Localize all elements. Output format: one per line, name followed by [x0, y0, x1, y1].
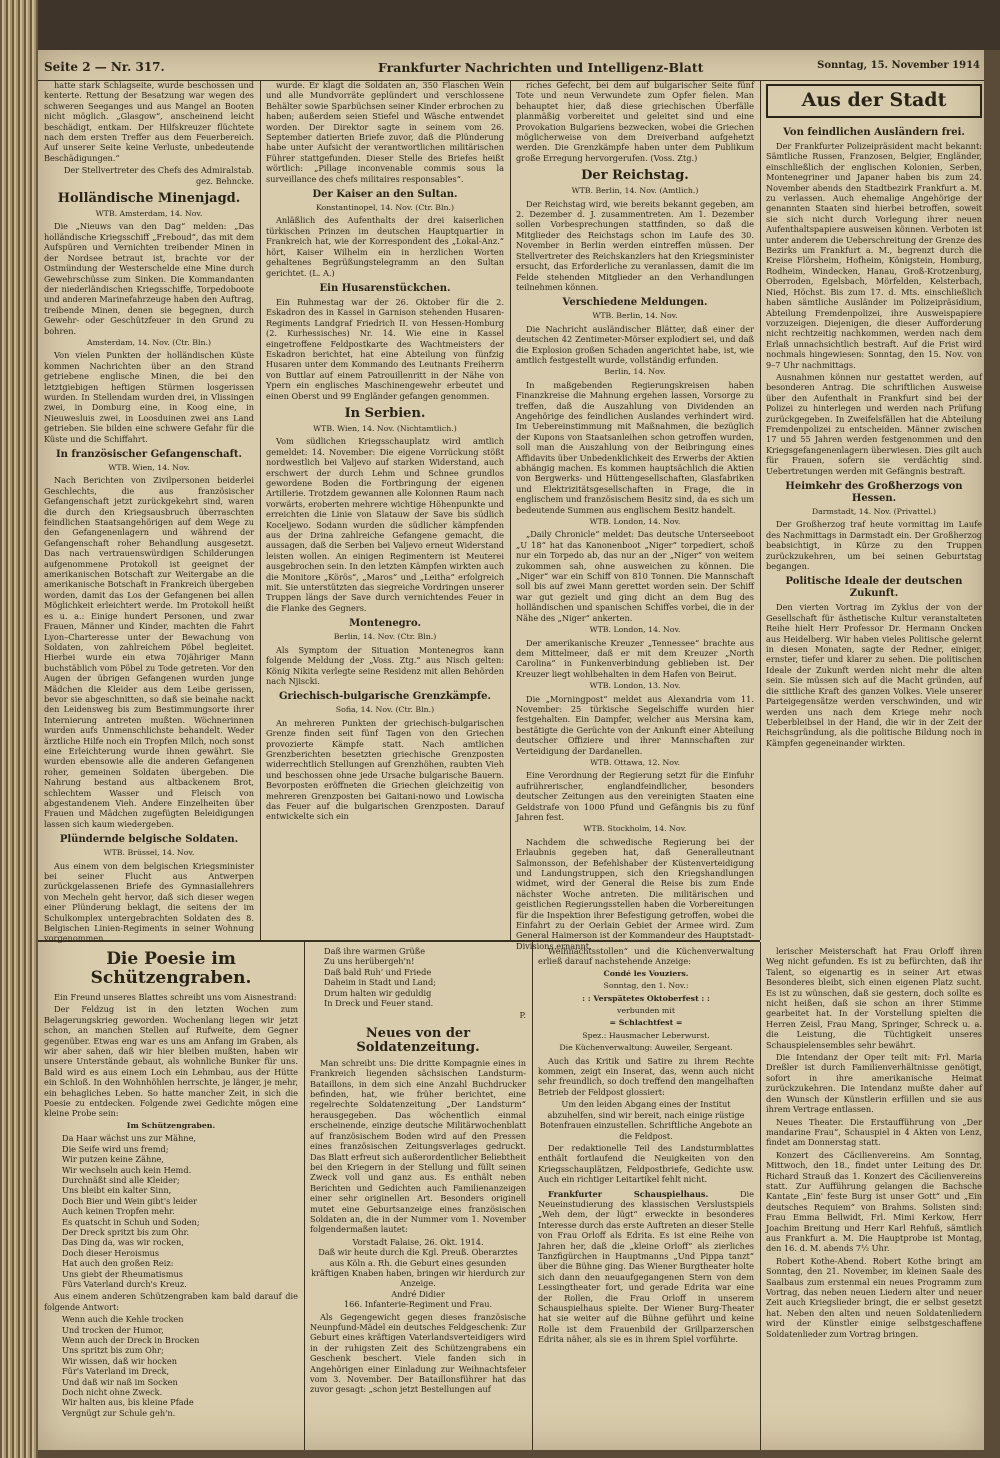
column-rule	[304, 942, 305, 1450]
dateline: WTB. Berlin, 14. Nov.	[592, 311, 678, 321]
article-text: Ein Ruhmestag war der 26. Oktober für die 2. Eskadron des in Kassel in Garnison stehenden Husaren-Regiments Landgraf Friedrich II. von Hessen-Homburg (2. Kurhessisches) Nr. 14. Wie eine in Kassel eingetroffene Feldpostkarte des Wachtmeisters der Eskadron berichtet, hat eine Abteilung von fünfzig Husaren unter dem Kommando des Leutnants Freiherrn von Buttlar auf einem Patrouillenritt in der Nähe von Ypern ein englisches Maschinengewehr erbeutet und einen Oberst und 99 Engländer gefangen genommen.	[266, 296, 504, 401]
dateline: WTB. London, 13. Nov.	[589, 681, 681, 691]
article-text: riches Gefecht, bei dem auf bulgarischer Seite fünf Tote und neun Verwundete zum Opfer fielen. Man behauptet hier, daß diese griechischen Überfälle planmäßig vorbereitet und geleitet sind und eine Provokation Bulgariens bezwecken, wobei die Griechen möglicherweise von dem Dreiverband aufgehetzt werden. Die Grenzkämpfe haben unter dem Publikum große Erregung hervorgerufen. (Voss. Ztg.)	[516, 80, 754, 163]
ad-date: Sonntag, den 1. Nov.:	[603, 981, 689, 991]
ad-location: Condé les Vouziers.	[603, 968, 689, 978]
headline-gefangenschaft: In französischer Gefangenschaft.	[55, 449, 243, 460]
column-rule	[532, 942, 533, 1450]
headline-husarenstueckchen: Ein Husarenstückchen.	[319, 282, 451, 294]
headline-grenzkaempfe: Griechisch-bulgarische Grenzkämpfe.	[279, 691, 491, 703]
dateline: Darmstadt, 14. Nov. (Privattel.)	[811, 507, 937, 516]
poem-title: Im Schützengraben.	[126, 1120, 216, 1130]
article-text: Von vielen Punkten der holländischen Küste kommen Nachrichten über an den Strand getriebene englische Minen, die bei den letztgiebigen heftigen Stürmen losgerissen wurden. In Stellendam wurden drei, in Vlissingen zwei, in Domburg eine, in Koog eine, in Nieuwesluis zwei, in Loosduinen zwei ans Land getrieben. Sie bilden eine schwere Gefahr für die Küste und die Schiffahrt.	[44, 350, 254, 444]
bottom-column-1	[44, 946, 298, 1446]
headline-grossherzog: Heimkehr des Großherzogs von Hessen.	[785, 481, 963, 504]
headline-kaiser-sultan: Der Kaiser an den Sultan.	[312, 189, 458, 201]
article-text: Ein Freund unseres Blattes schreibt uns vom Aisnestrand:	[54, 992, 297, 1002]
inserat: Um den leiden Abgang eines der Institut abzuhelfen, sind wir bereit, nach einige rüstige Botenfrauen einzustellen. Schriftliche Angebote an die Feldpost.	[539, 1099, 753, 1141]
column-2	[266, 80, 504, 938]
article-text: Den vierten Vortrag im Zyklus der von der Gesellschaft für ästhetische Kultur veranstalteten Reihe hielt Herr Professor Dr. Hermann Oncken aus Heidelberg. Wir haben vieles Politische gelernt in diesen Monaten, sagte der Redner, einiger, ernster, tiefer und klarer zu sehen. Die politischen Ideale der Zukunft werden nicht mehr die alten sein. Sie müssen sich auf die Macht gründen, auf die sittliche Kraft des ganzen Volkes. Viele unserer Parteigegensätze werden verschwinden, und wir werden uns nach dem Kriege mehr noch Ueberbleibsel in der Hand, die wir in der Zeit der Reichsgründung, als die politische Bildung noch in Kämpfen gegeneinander wirkten.	[766, 602, 982, 748]
ad-signature: Die Küchenverwaltung: Auweiler, Sergeant.	[559, 1043, 733, 1053]
headline-schauspielhaus: Frankfurter Schauspielhaus.	[548, 1188, 709, 1199]
headline-serbien: In Serbien.	[344, 405, 426, 421]
article-text: Konzert des Cäcilienvereins. Am Sonntag, Mittwoch, den 18., findet unter Leitung des Dr. Richard Strauß das 1. Konzert des Cäcilienvereins statt. Zur Aufführung gelangen die Bachsche Kantate „Ein' feste Burg ist unser Gott“ und „Ein deutsches Requiem“ von Brahms. Solisten sind: Frau Emma Bellwidt, Frl. Mimi Kerkow, Herr Joachim Breitung und Herr Karl Rehfuß, sämtlich aus Frankfurt a. M. Die Hauptprobe ist Montag, den 16. d. M. abends 7½ Uhr.	[766, 1149, 982, 1254]
poem: Da Haar wächst uns zur Mähne, Die Seife wird uns fremd; Wir putzen keine Zähne, Wir wechseln auch kein Hemd. Durchnäßt sind alle Kleider; Uns bleibt ein kalter Sinn, Doch Bier und Wein gibt's leider Auch keinen Tropfen mehr. Es quatscht in Schuh und Soden; Der Dreck spritzt bis zum Ohr. Das Ding da, was wir rocken, Doch dieser Heroismus Hat auch den großen Reiz: Uns giebt der Rheumatismus Fürs Vaterland durch's Kreuz.	[62, 1133, 200, 1289]
page-number: Seite 2 — Nr. 317.	[44, 60, 165, 74]
dateline: WTB. London, 14. Nov.	[589, 625, 681, 635]
dateline: Amsterdam, 14. Nov. (Ctr. Bln.)	[86, 337, 212, 347]
article-text: Die „Morningpost“ meldet aus Alexandria vom 11. November: 25 türkische Segelschiffe wurden hier festgehalten. Ein Dampfer, welcher aus Mersina kam, bestätigte die Gerüchte von der Ankunft einer Abteilung deutscher Offiziere und ihrer Mannschaften zur Verteidigung der Dardanellen.	[516, 693, 754, 756]
article-text: Neues Theater. Die Erstaufführung von „Der mandarine Frau“, Schauspiel in 4 Akten von Lenz, findet am Donnerstag statt.	[766, 1116, 982, 1148]
dateline: WTB. Wien, 14. Nov.	[108, 463, 190, 472]
article-text	[538, 1189, 754, 1345]
article-text: Ausnahmen können nur gestattet werden, auf besonderen Antrag. Die schriftlichen Ausweise über den Aufenthalt in Frankfurt sind bei der Polizei zu hinterlegen und werden nach Prüfung zurückgegeben. In Zweifelsfällen hat die Abteilung Fremdenpolizei zu entscheiden. Männer zwischen 17 und 55 Jahren werden festgenommen und den Kriegsgefangenenlagern überwiesen. Dies gilt auch für Frauen, sofern sie verdächtig sind. Uebertretungen werden mit Gefängnis bestraft.	[766, 371, 982, 476]
column-rule	[760, 80, 761, 940]
dateline: Berlin, 14. Nov. (Ctr. Bln.)	[333, 632, 437, 642]
dateline: Berlin, 14. Nov.	[604, 367, 666, 377]
section-box-aus-der-stadt: Aus der Stadt	[766, 84, 982, 118]
article-text: Die Neueinstudierung des klassischen Verslustspiels „Weh dem, der lügt“ erweckte in besonderes Interesse durch das erste Auftreten an dieser Stelle von Frau Orloff als Edrita. Es ist eine Reihe von Jahren her, daß die „kleine Orloff“ als zierliches Tanzfigürchen in Hauptmanns „Und Pippa tanzt“ über die Bühne ging. Das Wiener Burgtheater holte sich dann den neuaufgegangenen Stern von dem Lessingtheater fort, und gerade Edrita war eine der Rollen, die Frau Orloff in unserem Schauspielhaus spielte. Der Wiener Burg-Theater hat sie weiter auf die Bühne geführt und keine Rolle ist dem Frauenbild der Grillparzerschen Edrita näher, als sie es in ihrem Spiel vorführte.	[538, 1188, 755, 1345]
article-text: Aus einem anderen Schützengraben kam bald darauf die folgende Antwort:	[44, 1291, 298, 1312]
birth-announcement: Vorstadt Falaise, 26. Okt. 1914. Daß wir heute durch die Kgl. Preuß. Oberarztes aus Köln a. Rh. die Geburt eines gesunden kräftigen Knaben haben, bringen wir hierdurch zur Anzeige. André Didier 166. Infanterie-Regiment und Frau.	[311, 1236, 525, 1310]
article-text: Robert Kothe-Abend. Robert Kothe bringt am Sonntag, den 21. November, im kleinen Saale des Saalbaus zum erstenmal ein neues Programm zum Vortrag, das neben neuen Liedern alter und neuer Zeit auch Kriegslieder bringt, die er selbst gesetzt hat. Neben den alten und neuen Soldatenliedern wird der Künstler einige selbstgeschaffene Soldatenlieder zum Vortrag bringen.	[766, 1255, 982, 1339]
article-text: wurde. Er klagt die Soldaten an, 350 Flaschen Wein und alle Mundvorräte geplündert und verschlossene Behälter sowie Sparbüchsen seiner Kinder erbrochen zu haben; außerdem seien Stiefel und Wäsche entwendet worden. Der Direktor sagte in seinem vom 26. September datierten Briefe zuvor, daß die Plünderung habe unter Aufsicht der verantwortlichen militärischen Führer stattgefunden. Dieser Stelle des Briefes heißt wörtlich: „Pillage inconvenable commis sous la surveillance des chefs militaires responsables“.	[266, 80, 504, 184]
article-text: An mehreren Punkten der griechisch-bulgarischen Grenze finden seit fünf Tagen von den Griechen provozierte Kämpfe statt. Nach amtlichen Grenzberichten besetzten griechische Grenzposten widerrechtlich Stellungen auf Grenzhöhen, raubten Vieh und beschossen ohne jede Ursache bulgarische Bauern. Bevorposten eröffneten die Griechen gleichzeitig von mehreren Grenzposten bei Gaitani-nowo und Lowischa das Feuer auf die bulgarischen Grenzposten. Darauf entwickelte sich ein	[266, 717, 504, 822]
column-1	[44, 80, 254, 944]
article-text: Auch das Kritik und Satire zu ihrem Rechte kommen, zeigt ein Inserat, das, wenn auch nicht sehr freundlich, so doch treffend den mangelhaften Betrieb der Feldpost glossiert:	[538, 1055, 754, 1097]
bottom-column-2	[310, 946, 526, 1446]
bottom-column-3	[538, 946, 754, 1446]
article-text: Der redaktionelle Teil des Landsturmblattes enthält fortlaufend die Neuigkeiten von den Kriegsschauplätzen, Feldpostbriefe, Gedichte usw. Auch ein richtiger Leitartikel fehlt nicht.	[538, 1142, 754, 1185]
ad-event: : : Verspätetes Oktoberfest : :	[582, 993, 710, 1003]
article-text: „Daily Chronicle“ meldet: Das deutsche Unterseeboot „U 18“ hat das Kanonenboot „Niger“ torpediert, schoß nur ein Torpedo ab, das nur an der „Niger“ von weitem zukommen sah, ohne ausweichen zu können. Die „Niger“ war ein Schiff von 810 Tonnen. Die Mannschaft soll bis auf zwei Mann gerettet worden sein. Der Schiff war gut gezielt und ging dicht an dem Bug des holländischen und spanischen Schiffes vorbei, die in der Nähe des „Niger“ ankerten.	[516, 529, 754, 623]
headline-pluendernde-soldaten: Plündernde belgische Soldaten.	[59, 834, 239, 846]
scan-background	[38, 0, 1000, 50]
article-text: Der amerikanische Kreuzer „Tennessee“ brachte aus dem Mittelmeer, daß er mit dem Kreuzer „North Carolina“ in Funkenverbindung geblieben ist. Der Kreuzer liegt wohlbehalten in dem Hafen von Beirut.	[516, 637, 754, 679]
column-rule	[510, 80, 511, 940]
article-text: Der Großherzog traf heute vormittag im Laufe des Nachmittags in Darmstadt ein. Der Großherzog beabsichtigt, in Kürze zu den Truppen zurückzukehren, um bei seinen Geburtstag begangen.	[766, 519, 982, 572]
article-text: In maßgebenden Regierungskreisen haben Finanzkreise die Mahnung ergehen lassen, Vorsorge zu treffen, daß die Auszahlung von Dividenden an Angehörige des feindlichen Auslandes verhindert wird. Im Uebereinstimmung mit Maßnahmen, die bezüglich der Kupons von Staatsanleihen schon getroffen wurden, soll man die Auszahlung von der Beibringung eines Affidavits über Unbedenklichkeit des Erwerbs der Aktien abhängig machen. Es kommen hauptsächlich die Aktien von Bergwerks- und Hüttengesellschaften, Glasfabriken und Elektrizitätsgesellschaften in Frage, die in englischem und französischem Besitz sind, da es sich um bedeutende Summen aus englischem Besitz handelt.	[516, 379, 754, 515]
issue-date: Sonntag, 15. November 1914	[817, 60, 980, 71]
column-rule	[260, 80, 261, 940]
article-text: Nachdem die schwedische Regierung bei der Erlaubnis gegeben hat, daß Generalleutnant Salmonsson, der Befehlshaber der Küstenverteidigung und Landungstruppen, sich den Kriegshandlungen widmet, wird der General die Reise bis zum Ende nächster Woche antreten. Die militärischen und geistlichen Regierungsstellen haben die Vorbereitungen für die Inspektion ihrer Befestigung getroffen, wobei die Einfahrt zu der Oerlain Gebiet der Armee wird. Zum General Haimerson ist der Kommandeur des Hauptstadt-Divisions ernannt.	[516, 836, 754, 951]
book-spine	[0, 0, 38, 1458]
ad-text: Spez.: Hausmacher Leberwurst.	[582, 1030, 710, 1040]
article-text: Der Feldzug ist in den letzten Wochen zum Belagerungskrieg geworden. Wochenlang liegen wir jetzt schon, an manchen Stellen auf Rufweite, dem Gegner gegenüber. Etwas eng war es uns am Anfang im Graben, als wir aber sahen, daß wir hier bleiben mußten, haben wir unsere Unterstände gebaut, als wohnliche Bunker für uns. Bald wird es aus einem Loch ein Lehmbau, aus der Hütte ein Schloß. In den Wohnhöhlen herrschte, je länger, je mehr, ein behagliches Leben. So hatte mancher Zeit, in sich die Poesie zu entdecken. Folgende zwei Gedichte mögen eine kleine Probe sein:	[44, 1004, 298, 1119]
dateline: Sofia, 14. Nov. (Ctr. Bln.)	[335, 705, 435, 715]
article-text: Aus einem von dem belgischen Kriegsminister bei seiner Flucht aus Antwerpen zurückgelassenen Briefe des Gymnasiallehrers von Mecheln geht hervor, daß sich dieser wegen einer Plünderung beklagt, die seitens der im Schulkomplex untergebrachten Soldaten des 8. Belgischen Linien-Regiments in seiner Wohnung vorgenommen	[44, 860, 254, 944]
article-text: lerischer Meisterschaft hat Frau Orloff ihren Weg nicht gefunden. Es ist zu befürchten, daß ihr Talent, so eigenartig es in seiner Art etwas Besonderes bleibt, sich einen eigenen Platz sucht. Es ist zu wünschen, daß sie gestern, doch sollte es nicht heißen, daß sie schon an ihrer Stimme gearbeitet hat. In der Vorstellung spielten die Herren Zeisl, Frau Mang, Springer, Schreck u. a. die Leistung, die Tüchtigkeit unseres Schauspielensembles sehr bewährt.	[766, 946, 982, 1050]
article-text: hatte stark Schlagseite, wurde beschossen und kenterte. Rettung der Besatzung war wegen des schweren Seeganges und aus Mangel an Booten nicht möglich. „Glasgow“, anscheinend leicht beschädigt, entkam. Der Hilfskreuzer flüchtete nach dem ersten Treffer aus dem Feuerbereich. Auf unserer Seite keine Verluste, unbedeutende Beschädigungen.“	[44, 80, 254, 163]
article-text: Als Symptom der Situation Montenegros kann folgende Meldung der „Voss. Ztg.“ aus Nisch gelten: König Nikita verlegte seine Residenz mit allen Behörden nach Njiscki.	[266, 644, 504, 686]
headline-montenegro: Montenegro.	[349, 618, 421, 630]
article-signature: Der Stellvertreter des Chefs des Admiralstab. gez. Behncke.	[63, 165, 254, 186]
dateline: WTB. Ottawa, 12. Nov.	[590, 757, 680, 767]
headline-auslaender: Von feindlichen Ausländern frei.	[783, 127, 965, 138]
bottom-column-4	[766, 946, 982, 1446]
poem-signature: P.	[519, 1010, 526, 1021]
dateline: WTB. Stockholm, 14. Nov.	[583, 824, 687, 834]
article-text: Vom südlichen Kriegsschauplatz wird amtlich gemeldet: 14. November: Die eigene Vorrückung stößt nordwestlich bei Valjevo auf starken Widerstand, auch erschwert der durch Lehm und Schnee grundlos gewordene Boden die Fortbringung der eigenen Artillerie. Trotzdem gewannen alle Kolonnen Raum nach vorwärts, eroberten mehrere wichtige Höhenpunkte und erreichten die Linie von Slatauw der Save bis südlich Koceljewo. Sodann wurden die südlicher kämpfenden aus der Drina zahlreiche Gefangene gemacht, die aussagen, daß die Serben bei Valjevo erneut Widerstand leisten wollen. An einigen Regimentern ist Meuterei ausgebrochen sein. In den letzten Kämpfen wirkten auch die Monitore „Körös“, „Maros“ und „Leitha“ erfolgreich mit. Sie unterstützten das siegreiche Vordringen unserer Truppen längs der Save durch vernichtendes Feuer in die Flanke des Gegners.	[266, 436, 504, 613]
headline-soldatenzeitung: Neues von der Soldatenzeitung.	[356, 1025, 480, 1055]
article-text: Nach Berichten von Zivilpersonen beiderlei Geschlechts, die aus französischer Gefangenschaft jetzt zurückgekehrt sind, waren die durch den Kriegsausbruch überraschten feindlichen Staatsangehörigen auf dem Wege zu den Gefangenenlagern und während der Gefangenschaft roher Behandlung ausgesetzt. Das nach vertrauenswürdigen Schilderungen aufgenommene Protokoll ist geeignet der amerikanischen Botschaft zur Weitergabe an die amerikanische Botschaft in Frankreich übergeben worden, damit das Los der Gefangenen bei allen Möglichkeit erleichtert werde. Im Protokoll heißt es u. a.: Einige hundert Personen, und zwar Frauen, Männer und Kinder, machten die Fahrt Lyon–Charteresse unter der Bewachung von Soldaten, von zahlreichem Pöbel begleitet. Hierbei wurde ein etwa 70jähriger Mann buchstäblich vom Pöbel zu Tode getreten. Vor den Augen der übrigen Gefangenen wurden junge Mädchen die Kleider aus dem Leibe gerissen, bevor sie abgeschnitten, so daß sie beinahe nackt den Leidensweg bis zum Bestimmungsorte ihrer Internierung antreten mußten. Wöchnerinnen wurden aufs Unmenschlichste behandelt. Weder ärztliche Hilfe noch ein Tropfen Milch, noch sonst eine Erleichterung wurde ihnen gewährt. Sie wurden ebensowie alle die anderen Gefangenen roher, gemeinen Soldaten übergeben. Die Nahrung bestand aus altbackenem Brot, schlechtem Wasser und Fleisch von abgestandenem Vieh. Andere Einzelheiten über Frauen und Mädchen zugefügten Beleidigungen lassen sich kaum wiedergeben.	[44, 475, 254, 829]
newspaper-page	[38, 50, 984, 1450]
headline-politische-ideale: Politische Ideale der deutschen Zukunft.	[785, 576, 963, 600]
dateline: WTB. Brüssel, 14. Nov.	[103, 848, 195, 858]
headline-minenjagd: Holländische Minenjagd.	[57, 191, 241, 207]
article-text: Der Frankfurter Polizeipräsident macht bekannt: Sämtliche Russen, Franzosen, Belgier, Engländer, einschließlich der englischen Kolonien, Serben, Montenegriner und Japaner haben bis zum 24. November abends den Stadtbezirk Frankfurt a. M. zu verlassen. Auch ehemalige Angehörige der genannten Staaten sind hierbei betroffen, soweit sie sich nicht durch Vorlegung ihrer neuen Aufenthaltspapiere ausweisen können. Verboten ist unter anderem die Ueberschreitung der Grenze des Bezirks um Frankfurt a. M., begrenzt durch die Kreise Flörsheim, Hofheim, Königstein, Homburg, Rodheim, Windecken, Hanau, Groß-Krotzenburg, Oberroden, Egelsbach, Mörfelden, Kelsterbach, Nied, Höchst. Bis zum 17. d. Mts. einschließlich haben sämtliche Ausländer im Polizeipräsidium, Abteilung Fremdenpolizei, ihre Ausweispapiere vorzuzeigen. Diejenigen, die dieser Aufforderung nicht rechtzeitig nachkommen, werden nach dem Erlaß unnachsichtlich bestraft. Auf die Frist wird nochmals hingewiesen: Sonntag, den 15. Nov. von 9–7 Uhr nachmittags.	[766, 141, 982, 370]
poem: Daß ihre warmen Grüße Zu uns herübergeh'n! Daß bald Ruh' und Friede Daheim in Stadt und Land; Drum halten wir geduldig In Dreck und Feuer stand.	[324, 946, 436, 1009]
headline-meldungen: Verschiedene Meldungen.	[562, 297, 708, 309]
article-text: Als Gegengewicht gegen dieses französische Neunpfund-Mädel ein deutsches Feldgeschenk: Zur Geburt eines kräftigen Vaterlandsverteidigers wird in der ruhigsten Zeit des Schützengrabens ein Geschenk beschert. Viele fanden sich in Angehörigen einer Einladung zur Weihnachtsfeier vom 3. November. Der Bataillonsführer hat das zuvor gesagt: „schon jetzt Bestellungen auf	[310, 1311, 526, 1395]
dateline: WTB. London, 14. Nov.	[589, 517, 681, 527]
article-text: Weihnachtsstollen“ und die Küchenverwaltung erließ darauf nachstehende Anzeige:	[538, 946, 754, 967]
dateline: WTB. Berlin, 14. Nov. (Amtlich.)	[571, 186, 699, 196]
masthead	[38, 58, 984, 81]
newspaper-title: Frankfurter Nachrichten und Intelligenz-Blatt	[378, 60, 704, 75]
column-4	[766, 122, 982, 938]
article-text: Die „Nieuws van den Dag“ melden: „Das holländische Kriegsschiff „Freboud“, das mit dem Aufspüren und Vernichten treibender Minen in der Nordsee betraut ist, brachte vor der Ostmündung der Westerschelde eine Mine durch Gewehrschüsse zum Sinken. Die Kommandanten der niederländischen Kriegsschiffe, Torpedoboote und anderen Marinefahrzeuge haben den Auftrag, treibende Minen, denen sie begegnen, durch Gewehr- oder Geschützfeuer in den Grund zu bohren.	[44, 221, 254, 336]
article-text: Die Intendanz der Oper teilt mit: Frl. Maria Dreßler ist durch Familienverhältnisse genötigt, sofort in ihre amerikanische Heimat zurückzukehren. Die Intendanz mußte daher auf den Wunsch der Künstlerin erfüllen und sie aus ihrem Vertrage entlassen.	[766, 1052, 982, 1115]
dateline: Konstantinopel, 14. Nov. (Ctr. Bln.)	[315, 203, 455, 213]
article-text: Eine Verordnung der Regierung setzt für die Einfuhr aufrührerischer, englandfeindlicher, besonders deutscher Zeitungen aus den vereinigten Staaten eine Geldstrafe von 1000 Pfund und Gefängnis bis zu fünf Jahren fest.	[516, 770, 754, 822]
headline-poesie: Die Poesie im Schützengraben.	[90, 949, 252, 988]
ad-text: verbunden mit	[617, 1006, 675, 1016]
article-text: Der Reichstag wird, wie bereits bekannt gegeben, am 2. Dezember d. J. zusammentreten. Am 1. Dezember sollen Vorbesprechungen stattfinden, so daß die Mitglieder des Reichstags schon im Laufe des 30. November in Berlin werden eintreffen müssen. Der Stellvertreter des Reichskanzlers hat den Kriegsminister ersucht, das Erforderliche zu veranlassen, damit die im Felde stehenden Mitglieder an den Verhandlungen teilnehmen können.	[516, 198, 754, 292]
headline-reichstag: Der Reichstag.	[581, 168, 689, 184]
article-text: Anläßlich des Aufenthalts der drei kaiserlichen türkischen Prinzen im deutschen Hauptquartier in Frankreich hat, wie der Korrespondent des „Lokal-Anz.“ hört, Kaiser Wilhelm ein in herzlichen Worten gehaltenes Begrüßungstelegramm an den Sultan gerichtet. (L. A.)	[266, 215, 504, 278]
poem: Wenn auch die Kehle trocken Und trocken der Humor, Wenn auch der Dreck in Brocken Uns spritzt bis zum Ohr; Wir wissen, daß wir hocken Für's Vaterland im Dreck, Und daß wir naß im Socken Doch nicht ohne Zweck. Wir halten aus, bis kleine Pfade Vergnügt zur Schule geh'n.	[62, 1314, 200, 1418]
column-rule	[760, 942, 761, 1450]
ad-event: = Schlachtfest =	[609, 1018, 683, 1028]
column-3	[516, 80, 754, 951]
dateline: WTB. Amsterdam, 14. Nov.	[95, 209, 203, 219]
article-text: Man schreibt uns: Die dritte Kompagnie eines in Frankreich liegenden sächsischen Landsturm-Bataillons, in dem sich eine Anzahl Buchdrucker befinden, hat, wie früher berichtet, eine regelrechte Soldatenzeitung „Der Landsturm“ herausgegeben. Das wöchentlich einmal erscheinende, einzige deutsche Militärwochenblatt auf französischem Boden wird auf den Pressen eines französischen Zeitungsverlages gedruckt. Das Blatt erfreut sich außerordentlicher Beliebtheit bei den Kriegern in der Stellung und füllt seinen Zweck voll und ganz aus. Es enthält neben Berichten und Gedichten auch Familienanzeigen einer sehr originellen Art. Besonders originell mutet eine Geburtsanzeige eines französischen Soldaten an, die in der Nummer vom 1. November folgendermaßen lautet:	[310, 1057, 526, 1235]
article-text: Die Nachricht ausländischer Blätter, daß einer der deutschen 42 Zentimeter-Mörser explodiert sei, und daß die Explosion großen Schaden angerichtet habe, ist, wie amtlich festgestellt wurde, vollständig erfunden.	[516, 323, 754, 365]
dateline: WTB. Wien, 14. Nov. (Nichtamtlich.)	[313, 423, 457, 433]
